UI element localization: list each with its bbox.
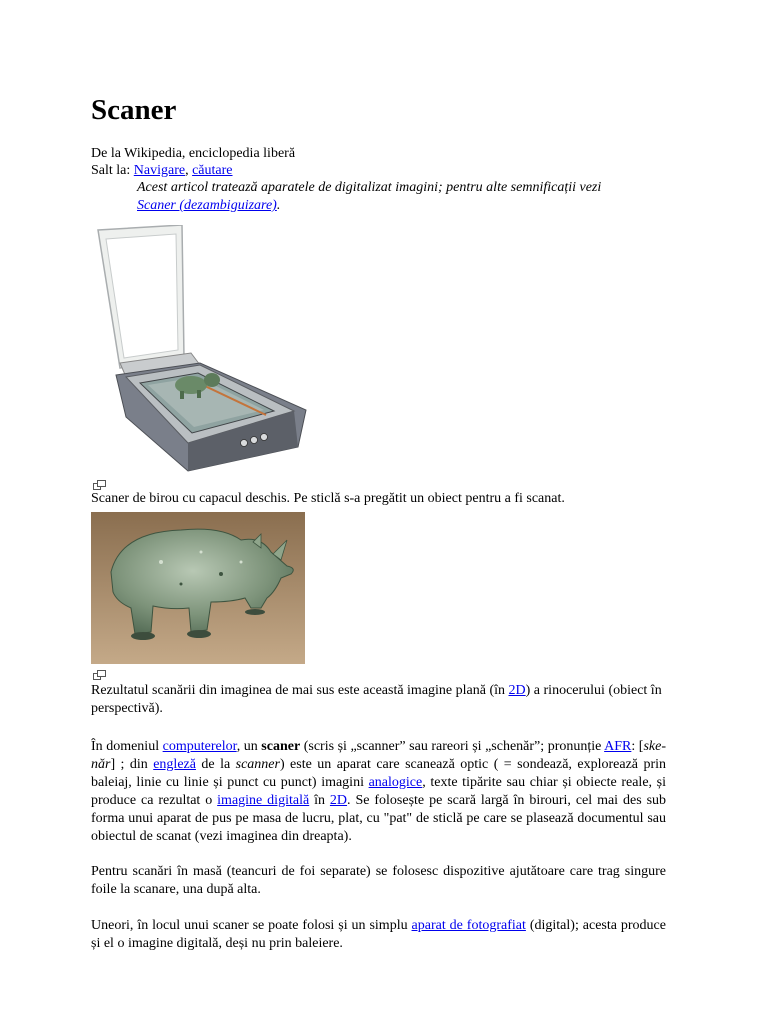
caption-text: Rezultatul scanării din imaginea de mai sus este această imagine plană (în <box>91 683 509 698</box>
rhino-illustration <box>91 512 305 664</box>
digital-image-link[interactable]: imagine digitală <box>217 793 310 808</box>
text: În domeniul <box>91 739 163 754</box>
text: (digital); acesta produce și el o imagine digitală, deși nu prin baleiere. <box>91 918 666 951</box>
computers-link[interactable]: computerelor <box>162 739 237 754</box>
text: în <box>309 793 330 808</box>
navigation-link[interactable]: Navigare <box>133 163 186 178</box>
jump-separator: , <box>185 163 193 178</box>
text: . Se folosește pe scară largă în birouri, cel mai des sub forma unui aparat de pus pe masa de lucru, plat, cu "pat" de sticlă pe care se plasează documentul sau obiectul de scanat (vezi imaginea din dreapta). <box>91 793 667 844</box>
scanner-illustration <box>96 225 308 475</box>
origin-word: scanner <box>235 757 280 772</box>
figure-caption: Scaner de birou cu capacul deschis. Pe sticlă s-a pregătit un obiect pentru a fi scanat. <box>91 491 565 506</box>
2d-link[interactable]: 2D <box>329 793 348 808</box>
enlarge-icon[interactable] <box>93 670 106 680</box>
page-title: Scaner <box>91 94 177 126</box>
from-line: De la Wikipedia, enciclopedia liberă <box>91 146 296 161</box>
jump-prefix: Salt la: <box>91 163 134 178</box>
afr-link[interactable]: AFR <box>604 739 632 754</box>
text: de la <box>195 757 236 772</box>
enlarge-icon[interactable] <box>93 480 106 490</box>
paragraph <box>91 917 666 953</box>
paragraph <box>91 738 666 846</box>
term-bold: scaner <box>261 739 301 754</box>
rhino-scan-photo[interactable] <box>91 512 305 664</box>
pronunciation: ske-năr <box>91 739 666 772</box>
text: (scris și „scanner” sau rareori și „schenăr”; pronunție <box>300 739 605 754</box>
scanner-photo[interactable] <box>96 225 308 475</box>
text: ] ; din <box>110 757 154 772</box>
analog-link[interactable]: analogice <box>368 775 423 790</box>
caption-text: ) a rinocerului (obiect în perspectivă). <box>91 683 662 716</box>
jump-links <box>91 162 233 180</box>
text: ) este un aparat care scanează optic ( = sondează, explorează prin baleiaj, linie cu linie și punct cu punct) imagini <box>91 757 666 790</box>
text: : [ <box>631 739 644 754</box>
text: , texte tipărite sau chiar și obiecte reale, și produce ca rezultat o <box>91 775 666 808</box>
text: , un <box>236 739 262 754</box>
text: Uneori, în locul unui scaner se poate folosi și un simplu <box>91 918 412 933</box>
paragraph: Pentru scanări în masă (teancuri de foi separate) se folosesc dispozitive ajutătoare care trag singure foile la scanare, una după alta. <box>91 864 666 897</box>
english-link[interactable]: engleză <box>153 757 196 772</box>
camera-link[interactable]: aparat de fotografiat <box>411 918 526 933</box>
hatnote-text: Acest articol tratează aparatele de digitalizat imagini; pentru alte semnificații vezi <box>137 180 602 195</box>
search-link[interactable]: căutare <box>192 163 233 178</box>
hatnote-end: . <box>276 198 281 213</box>
disambiguation-link[interactable]: Scaner (dezambiguizare) <box>137 198 277 213</box>
hatnote <box>137 179 682 215</box>
figure-caption <box>91 682 671 718</box>
2d-link[interactable]: 2D <box>508 683 526 698</box>
